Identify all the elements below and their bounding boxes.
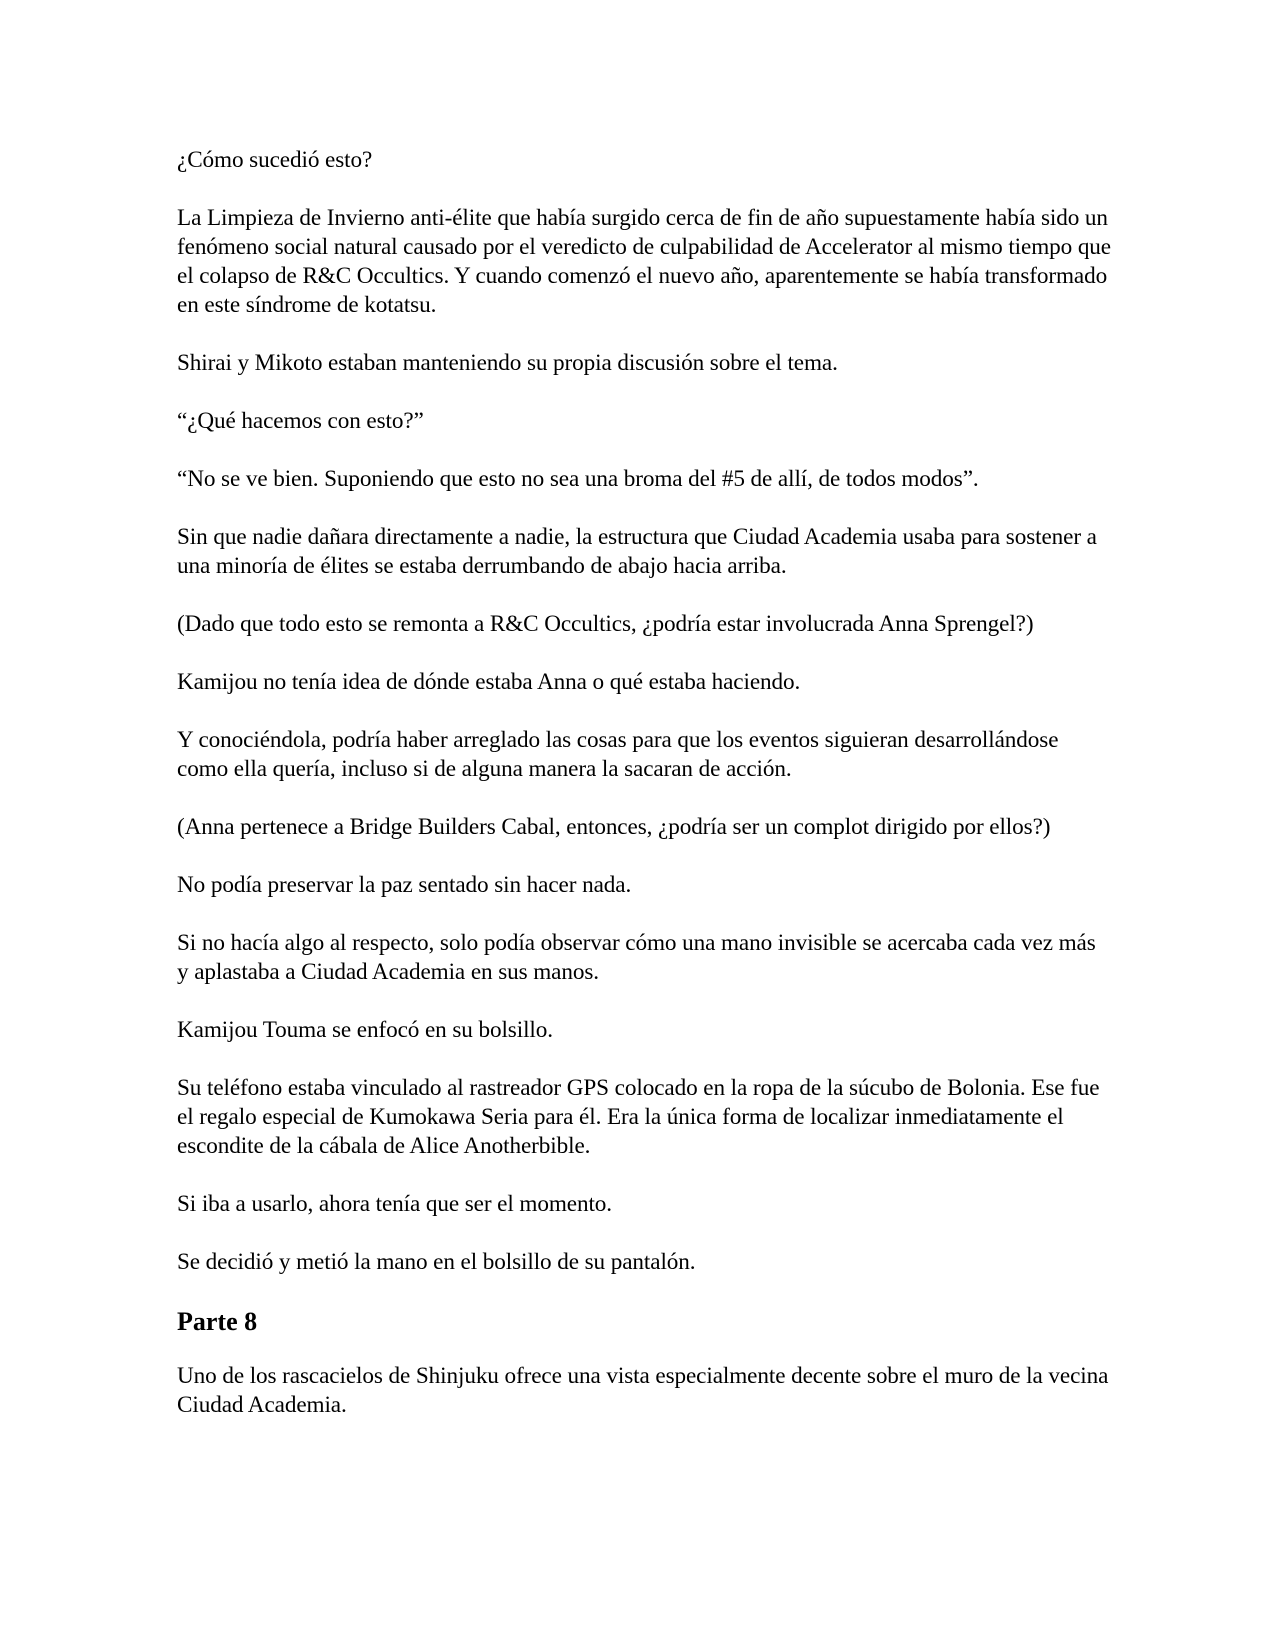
paragraph: Sin que nadie dañara directamente a nadie, la estructura que Ciudad Academia usaba para sostener a una minoría de élites se estaba derrumbando de abajo hacia arriba.	[177, 524, 1097, 579]
dialogue-paragraph: “¿Qué hacemos con esto?”	[177, 408, 424, 434]
paragraph: Se decidió y metió la mano en el bolsillo de su pantalón.	[177, 1249, 696, 1275]
paragraph: Kamijou Touma se enfocó en su bolsillo.	[177, 1017, 553, 1043]
thought-paragraph: (Dado que todo esto se remonta a R&C Occultics, ¿podría estar involucrada Anna Sprengel?)	[177, 611, 1034, 637]
document-page	[177, 146, 1112, 1449]
paragraph: Si iba a usarlo, ahora tenía que ser el momento.	[177, 1191, 612, 1217]
thought-paragraph: (Anna pertenece a Bridge Builders Cabal, entonces, ¿podría ser un complot dirigido por ellos?)	[177, 814, 1051, 840]
paragraph: Y conociéndola, podría haber arreglado las cosas para que los eventos siguieran desarrollándose como ella quería, incluso si de alguna manera la sacaran de acción.	[177, 727, 1059, 782]
paragraph: La Limpieza de Invierno anti-élite que había surgido cerca de fin de año supuestamente había sido un fenómeno social natural causado por el veredicto de culpabilidad de Accelerator al mismo tiempo que el colapso de R&C Occultics. Y cuando comenzó el nuevo año, aparentemente se había transformado en este síndrome de kotatsu.	[177, 205, 1111, 318]
paragraph: Su teléfono estaba vinculado al rastreador GPS colocado en la ropa de la súcubo de Bolonia. Ese fue el regalo especial de Kumokawa Seria para él. Era la única forma de localizar inmediatamente el escondite de la cábala de Alice Anotherbible.	[177, 1075, 1100, 1159]
paragraph: ¿Cómo sucedió esto?	[177, 147, 373, 173]
paragraph: Kamijou no tenía idea de dónde estaba Anna o qué estaba haciendo.	[177, 669, 801, 695]
section-heading: Parte 8	[177, 1307, 258, 1336]
paragraph: Shirai y Mikoto estaban manteniendo su propia discusión sobre el tema.	[177, 350, 838, 376]
paragraph: Uno de los rascacielos de Shinjuku ofrece una vista especialmente decente sobre el muro de la vecina Ciudad Academia.	[177, 1363, 1109, 1418]
dialogue-paragraph: “No se ve bien. Suponiendo que esto no sea una broma del #5 de allí, de todos modos”.	[177, 466, 979, 492]
paragraph: Si no hacía algo al respecto, solo podía observar cómo una mano invisible se acercaba cada vez más y aplastaba a Ciudad Academia en sus manos.	[177, 930, 1096, 985]
paragraph: No podía preservar la paz sentado sin hacer nada.	[177, 872, 632, 898]
